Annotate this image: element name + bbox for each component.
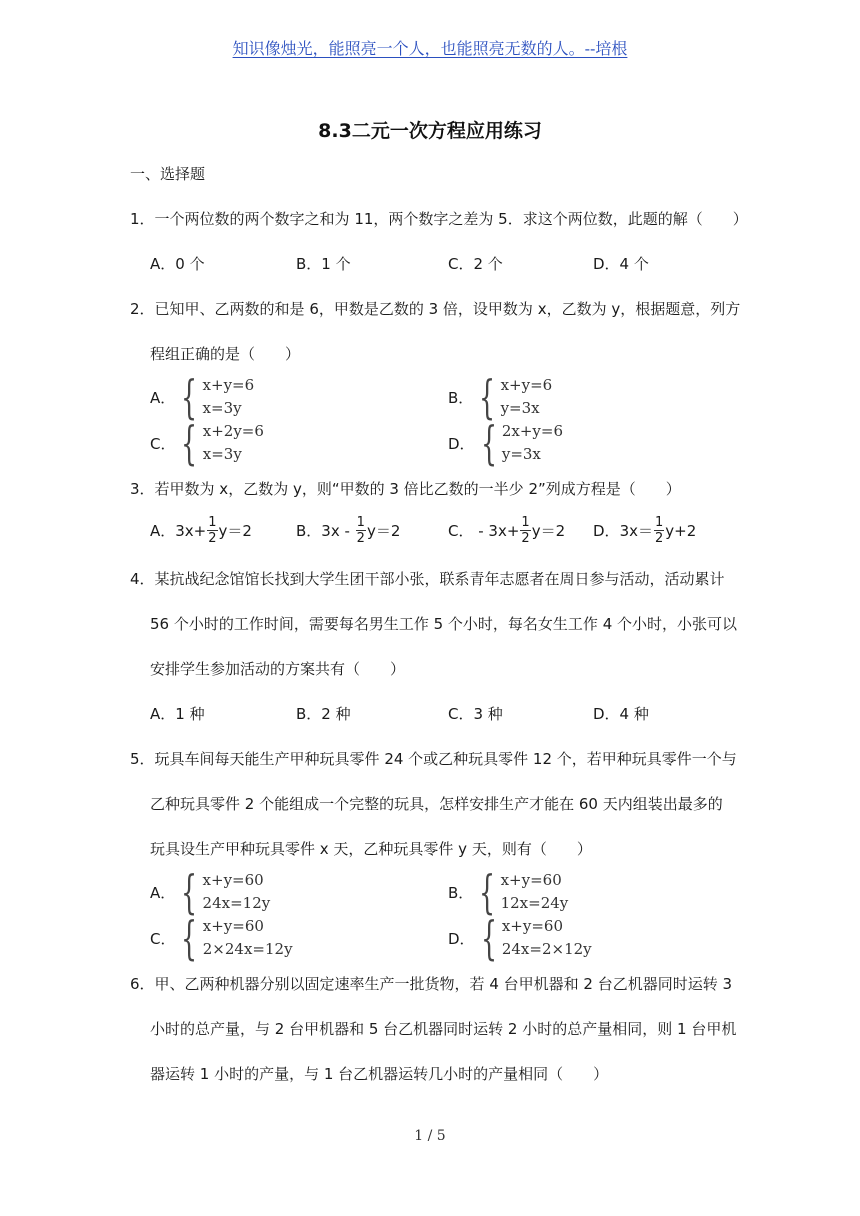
q2-option-b (448, 370, 553, 424)
expr-after: y＝2 (366, 521, 401, 540)
option-label: A． (150, 388, 176, 407)
question-4-line-2: 56 个小时的工作时间，需要每名男生工作 5 个小时，每名女生工作 4 个小时，小张可以 (150, 615, 738, 633)
brace-icon: { (181, 416, 198, 470)
q2-option-a (150, 370, 255, 424)
q5-option-b (448, 865, 569, 919)
option-label: D． (448, 929, 475, 948)
equation: 2x+y=6 (501, 422, 564, 440)
option-label: D． (593, 521, 620, 540)
equation: 24x=12y (202, 894, 271, 912)
brace-icon: { (181, 865, 198, 919)
fraction: $\frac{1}{2}$ (521, 515, 530, 546)
brace-icon: { (479, 370, 496, 424)
expr-before: 3x+ (175, 521, 207, 540)
brace-icon: { (181, 911, 198, 965)
equation: 2×24x=12y (202, 940, 293, 958)
question-5-line-2: 乙种玩具零件 2 个能组成一个完整的玩具，怎样安排生产才能在 60 天内组装出最多的 (150, 795, 723, 813)
equation: x=3y (202, 445, 242, 463)
equation: x+2y=6 (202, 422, 264, 440)
brace-icon: { (181, 370, 198, 424)
question-2-line-1: 2．已知甲、乙两数的和是 6，甲数是乙数的 3 倍，设甲数为 x，乙数为 y，根据题意，列方 (130, 300, 741, 318)
q5-option-c (150, 911, 293, 965)
expr-before: 3x - (321, 521, 355, 540)
equation: x+y=60 (202, 917, 264, 935)
brace-icon: { (480, 416, 497, 470)
option-label: A． (150, 521, 176, 540)
page-number: 1 / 5 (414, 1128, 446, 1144)
q4-option-d: D．4 种 (593, 705, 649, 723)
q4-option-b: B．2 种 (296, 705, 351, 723)
question-1-text: 1．一个两位数的两个数字之和为 11，两个数字之差为 5．求这个两位数，此题的解（ ） (130, 210, 748, 228)
equation: x+y=6 (500, 376, 553, 394)
question-4-line-3: 安排学生参加活动的方案共有（ ） (150, 660, 406, 678)
equation: 24x=2×12y (501, 940, 592, 958)
question-3-text: 3．若甲数为 x，乙数为 y，则“甲数的 3 倍比乙数的一半少 2”列成方程是（ ） (130, 480, 681, 498)
expr-after: y＝2 (218, 521, 252, 540)
equation: x+y=60 (202, 871, 264, 889)
q2-option-c (150, 416, 264, 470)
fraction: $\frac{1}{2}$ (356, 515, 365, 546)
question-6-line-2: 小时的总产量，与 2 台甲机器和 5 台乙机器同时运转 2 小时的总产量相同，则 1 台甲机 (150, 1020, 737, 1038)
fraction: $\frac{1}{2}$ (208, 515, 217, 546)
question-6-line-3: 器运转 1 小时的产量，与 1 台乙机器运转几小时的产量相同（ ） (150, 1065, 609, 1083)
q3-option-d (593, 515, 696, 546)
equation: 12x=24y (500, 894, 569, 912)
option-label: D． (448, 434, 475, 453)
question-6-line-1: 6．甲、乙两种机器分别以固定速率生产一批货物，若 4 台甲机器和 2 台乙机器同时运转 3 (130, 975, 733, 993)
brace-icon: { (480, 911, 497, 965)
q5-option-d (448, 911, 592, 965)
question-4-line-1: 4．某抗战纪念馆馆长找到大学生团干部小张，联系青年志愿者在周日参与活动，活动累计 (130, 570, 725, 588)
q3-option-b (296, 515, 400, 546)
option-label: B． (296, 521, 322, 540)
q1-option-a: A．0 个 (150, 255, 205, 273)
expr-before: 3x＝ (619, 521, 653, 540)
q1-option-d: D．4 个 (593, 255, 649, 273)
option-label: B． (448, 388, 474, 407)
q4-option-a: A．1 种 (150, 705, 205, 723)
brace-icon: { (479, 865, 496, 919)
q4-option-c: C．3 种 (448, 705, 503, 723)
expr-before: - 3x+ (473, 521, 520, 540)
option-label: C． (150, 434, 176, 453)
header-quote: 知识像烛光，能照亮一个人，也能照亮无数的人。--培根 (232, 39, 628, 58)
equation: x+y=6 (202, 376, 255, 394)
equation: y=3x (500, 399, 540, 417)
equation: x+y=60 (500, 871, 562, 889)
q1-option-c: C．2 个 (448, 255, 503, 273)
option-label: C． (448, 521, 474, 540)
expr-after: y+2 (665, 521, 697, 540)
equation: y=3x (501, 445, 541, 463)
q1-option-b: B．1 个 (296, 255, 351, 273)
option-label: A． (150, 883, 176, 902)
fraction: $\frac{1}{2}$ (654, 515, 664, 546)
option-label: C． (150, 929, 176, 948)
expr-after: y＝2 (531, 521, 566, 540)
q3-option-c (448, 515, 565, 546)
section-heading: 一、选择题 (130, 165, 206, 183)
question-2-line-2: 程组正确的是（ ） (150, 345, 301, 363)
equation: x=3y (202, 399, 242, 417)
q2-option-d (448, 416, 564, 470)
page-title: 8.3二元一次方程应用练习 (318, 120, 542, 142)
equation: x+y=60 (501, 917, 564, 935)
question-5-line-3: 玩具设生产甲种玩具零件 x 天，乙种玩具零件 y 天，则有（ ） (150, 840, 592, 858)
question-5-line-1: 5．玩具车间每天能生产甲种玩具零件 24 个或乙种玩具零件 12 个，若甲种玩具零件一个与 (130, 750, 737, 768)
q5-option-a (150, 865, 271, 919)
option-label: B． (448, 883, 474, 902)
q3-option-a (150, 515, 252, 546)
